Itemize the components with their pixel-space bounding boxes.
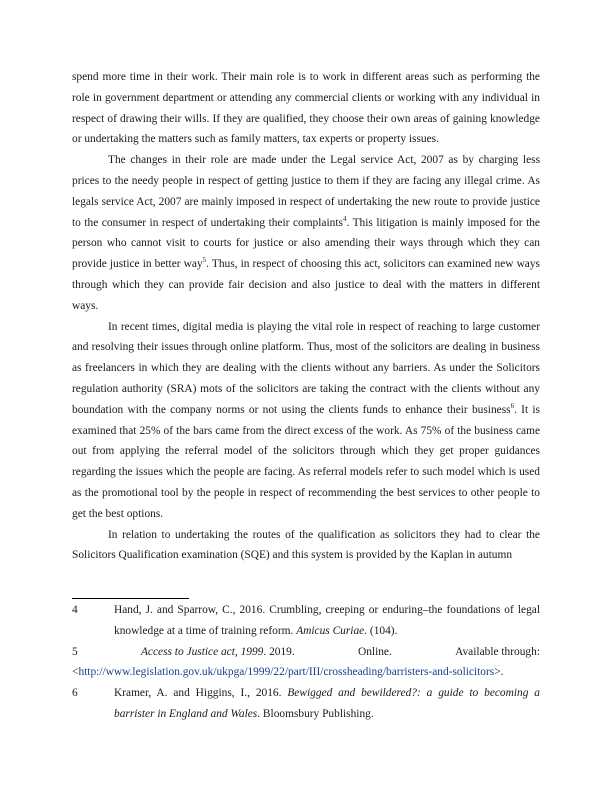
paragraph-2-text-c: . Thus, in respect of choosing this act, solicitors can examined new ways through which they can provide fair decision and also justice to deal with the matters in different ways. bbox=[72, 258, 540, 312]
footnote-6-number: 6 bbox=[72, 687, 78, 700]
document-body bbox=[72, 67, 540, 566]
footnote-6-text-a: Kramer, A. and Higgins, I., 2016. bbox=[114, 687, 288, 700]
footnote-6-book-title: Bewigged and bewildered?: a guide to becoming a barrister in England and Wales bbox=[114, 687, 540, 720]
footnote-5-gt: >. bbox=[494, 666, 504, 679]
paragraph-2-text-a: The changes in their role are made under the Legal service Act, 2007 as by charging less prices to the needy people in respect of getting justice to them if they are facing any illegal crime. As legals service Act, 2007 are mainly imposed in respect of undertaking the new route to provide justice to the consumer in respect of undertaking their complaints bbox=[72, 154, 540, 229]
paragraph-4: In relation to undertaking the routes of the qualification as solicitors they had to clear the Solicitors Qualification examination (SQE) and this system is provided by the Kaplan in autumn bbox=[72, 528, 540, 562]
paragraph-3-text-b: . It is examined that 25% of the bars came from the direct excess of the work. As 75% of the business came out from applying the referral model of the solicitors through which they get proper guidances regarding the issues which the people are facing. As referral models refer to such model which is used as the promotional tool by the people in respect of recommending the best services to other people to get the best options. bbox=[72, 403, 540, 520]
footnote-6 bbox=[72, 683, 540, 725]
footnote-5-available: Available through: bbox=[455, 645, 540, 658]
paragraph-3-text-a: In recent times, digital media is playing the vital role in respect of reaching to large customer and resolving their issues through online platform. Thus, most of the solicitors are dealing in business as freelancers in which they are dealing with the clients without any barriers. As under the Solicitors regulation authority (SRA) mots of the solicitors are taking the contract with the clients without any boundation with the company norms or not using the clients funds to enhance their business bbox=[72, 320, 540, 416]
footnote-separator bbox=[72, 598, 189, 599]
footnotes bbox=[72, 600, 540, 725]
footnote-4-journal: Amicus Curiae. bbox=[296, 624, 368, 637]
footnote-6-text-b: . Bloomsbury Publishing. bbox=[257, 707, 374, 720]
footnote-5-title: Access to Justice act, 1999 bbox=[140, 645, 264, 658]
footnote-5-online: Online. bbox=[357, 645, 392, 658]
footnote-4 bbox=[72, 600, 540, 642]
paragraph-1: spend more time in their work. Their main role is to work in different areas such as performing the role in government department or attending any commercial clients or working with any individual in respect of drawing their wills. If they are qualified, they choose their own areas of gaining knowledge or undertaking the matters such as family matters, tax experts or property issues. bbox=[72, 71, 540, 146]
paragraph-2-text-b: . This litigation is mainly imposed for the person who cannot visit to courts for justice or also amending their ways through which they can provide justice in better way bbox=[72, 216, 540, 271]
footnote-4-text-a: Hand, J. and Sparrow, C., 2016. Crumbling, creeping or enduring–the foundations of legal knowledge at a time of training reform. bbox=[114, 604, 540, 637]
footnote-4-text-b: (104). bbox=[367, 624, 398, 637]
footnote-5-lt: < bbox=[72, 666, 79, 679]
paragraph-2 bbox=[72, 150, 540, 316]
footnote-ref-4[interactable]: 4 bbox=[342, 214, 347, 223]
footnote-5-url-link[interactable]: http://www.legislation.gov.uk/ukpga/1999/22/part/III/crossheading/barristers-and-solicitors bbox=[78, 666, 495, 679]
footnote-5-year: . 2019. bbox=[263, 645, 295, 658]
footnote-5 bbox=[72, 642, 540, 684]
footnote-4-number: 4 bbox=[72, 604, 78, 616]
footnote-5-number: 5 bbox=[72, 645, 78, 658]
paragraph-3 bbox=[72, 317, 540, 525]
footnote-ref-6[interactable]: 6 bbox=[510, 401, 515, 410]
footnote-ref-5[interactable]: 5 bbox=[202, 256, 207, 265]
